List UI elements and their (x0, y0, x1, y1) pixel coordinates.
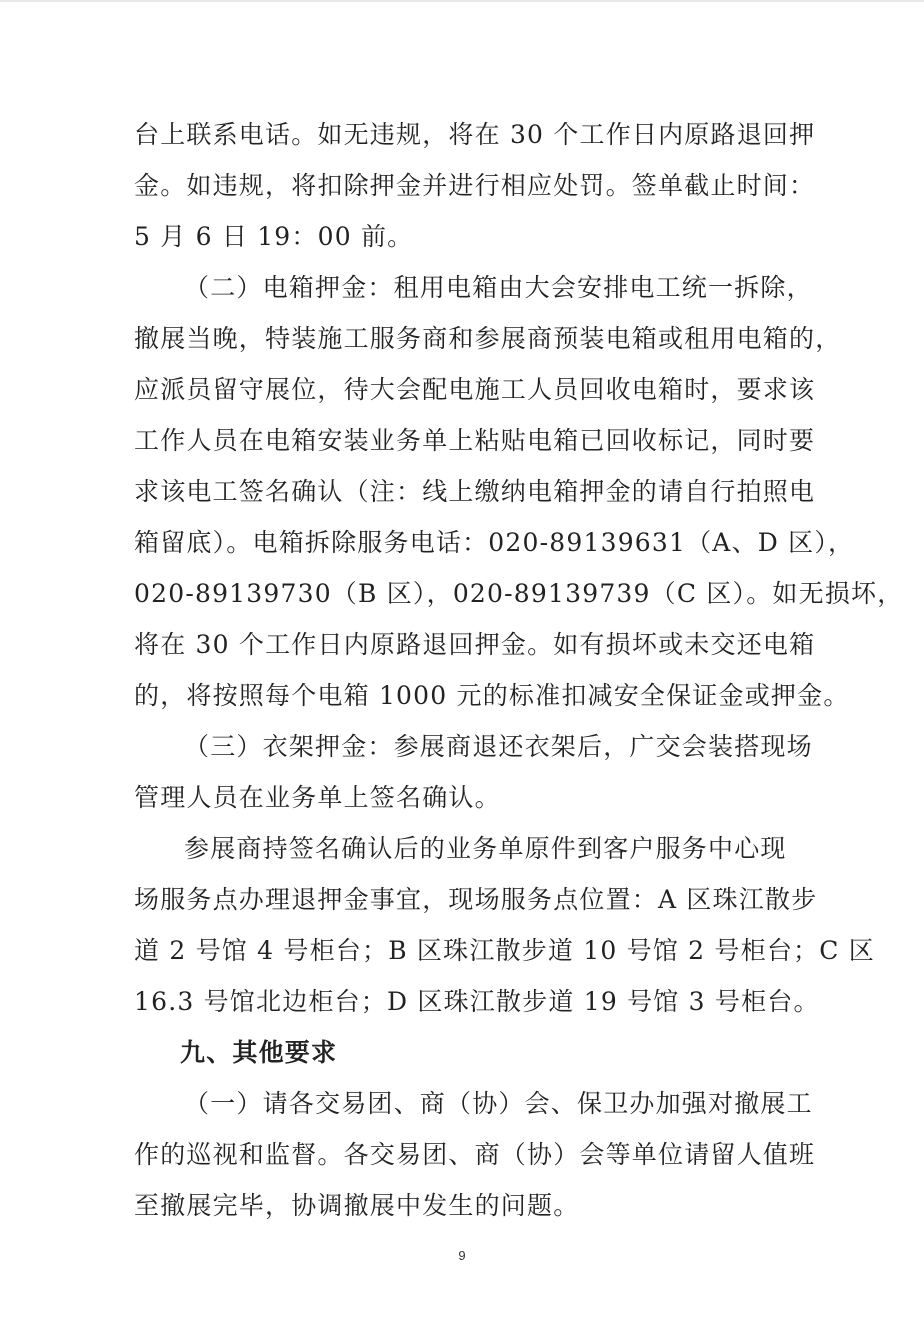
body-line: 场服务点办理退押金事宜，现场服务点位置：A 区珠江散步 (134, 885, 818, 914)
body-line: （一）请各交易团、商（协）会、保卫办加强对撤展工 (184, 1089, 813, 1118)
body-line: （二）电箱押金：租用电箱由大会安排电工统一拆除， (184, 273, 813, 302)
body-line: 箱留底）。电箱拆除服务电话：020-89139631（A、D 区）， (134, 528, 855, 557)
body-line: 将在 30 个工作日内原路退回押金。如有损坏或未交还电箱 (134, 630, 816, 659)
body-line: 金。如违规，将扣除押金并进行相应处罚。签单截止时间： (134, 171, 816, 200)
body-line: 020-89139730（B 区），020-89139739（C 区）。如无损坏， (134, 579, 904, 608)
section-heading: 九、其他要求 (180, 1038, 338, 1067)
body-line: 作的巡视和监督。各交易团、商（协）会等单位请留人值班 (134, 1140, 816, 1169)
body-line: 的，将按照每个电箱 1000 元的标准扣减安全保证金或押金。 (134, 681, 850, 710)
body-line: 管理人员在业务单上签名确认。 (134, 783, 501, 812)
body-line: 工作人员在电箱安装业务单上粘贴电箱已回收标记，同时要 (134, 426, 816, 455)
body-line: 至撤展完毕，协调撤展中发生的问题。 (134, 1191, 580, 1220)
body-line: 5 月 6 日 19：00 前。 (134, 222, 414, 251)
body-line: 应派员留守展位，待大会配电施工人员回收电箱时，要求该 (134, 375, 816, 404)
page-number: 9 (458, 1248, 466, 1263)
body-line: 参展商持签名确认后的业务单原件到客户服务中心现 (184, 834, 787, 863)
body-line: 撤展当晚，特装施工服务商和参展商预装电箱或租用电箱的， (134, 324, 842, 353)
body-line: 求该电工签名确认（注：线上缴纳电箱押金的请自行拍照电 (134, 477, 816, 506)
body-line: 16.3 号馆北边柜台；D 区珠江散步道 19 号馆 3 号柜台。 (134, 987, 820, 1016)
body-line: 道 2 号馆 4 号柜台；B 区珠江散步道 10 号馆 2 号柜台；C 区 (134, 936, 875, 965)
body-line: （三）衣架押金：参展商退还衣架后，广交会装搭现场 (184, 732, 813, 761)
body-line: 台上联系电话。如无违规，将在 30 个工作日内原路退回押 (134, 120, 816, 149)
page-top-edge (0, 0, 924, 2)
